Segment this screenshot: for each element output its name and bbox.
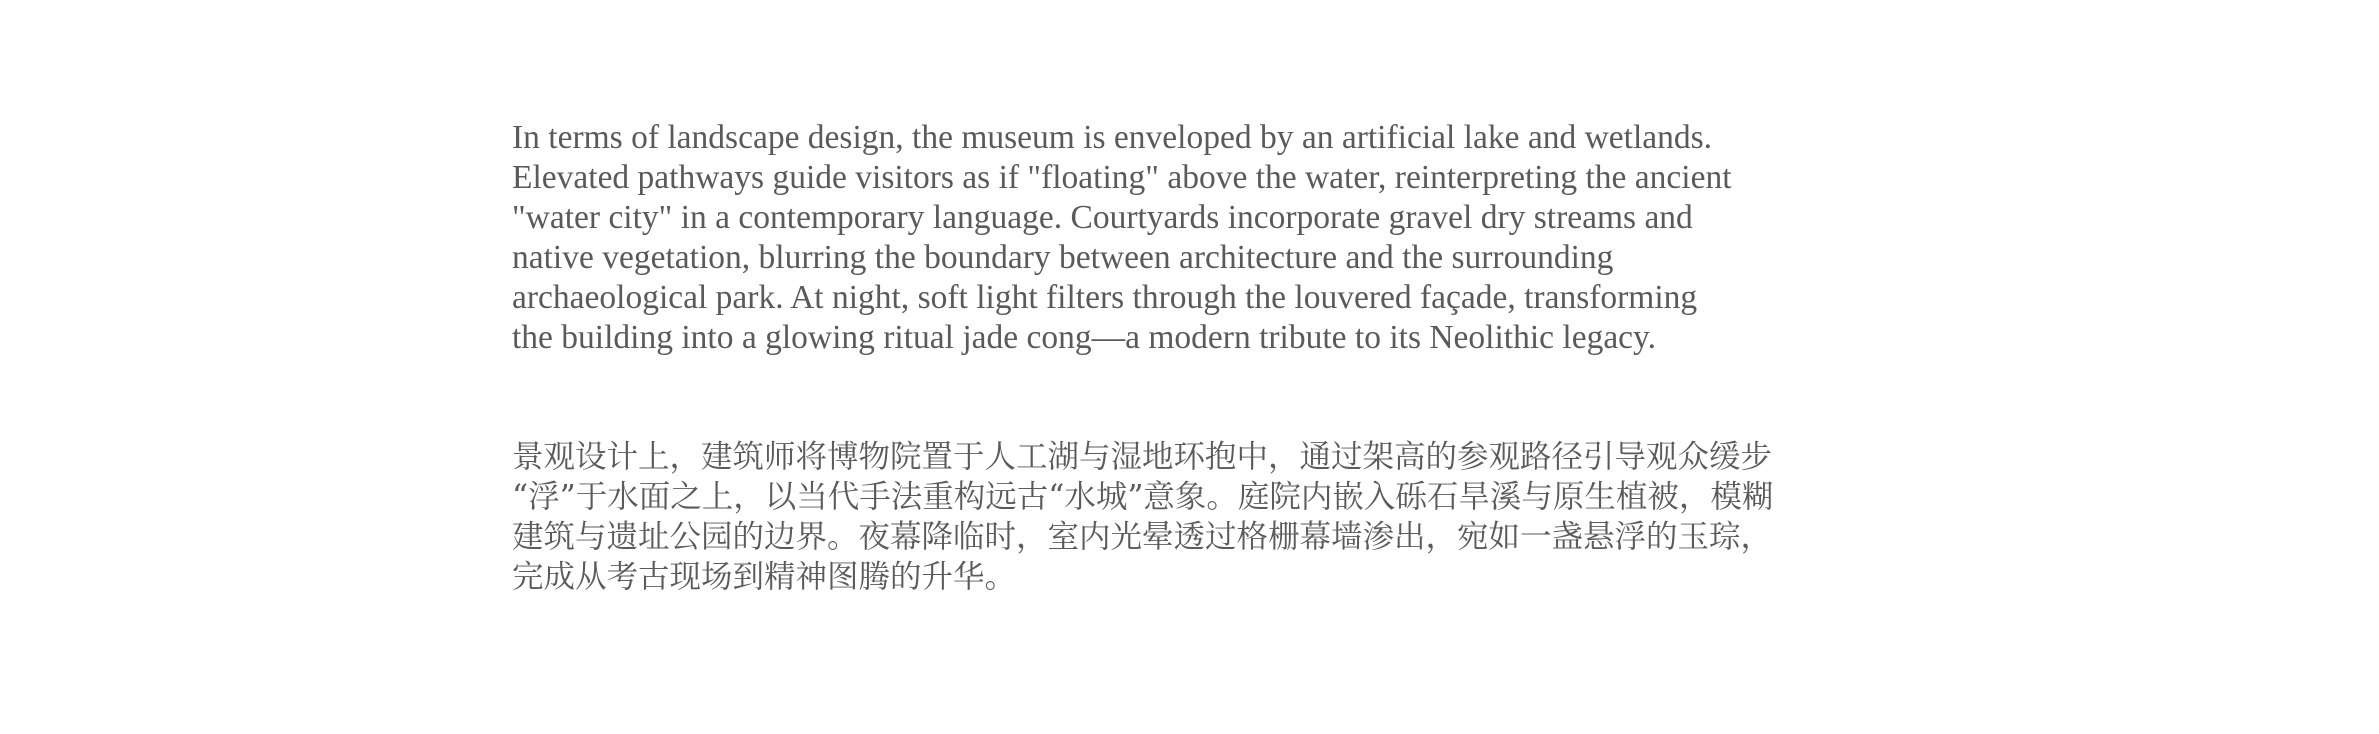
chinese-line: 完成从考古现场到精神图腾的升华。 xyxy=(512,559,1017,595)
chinese-paragraph xyxy=(512,437,1932,597)
english-line: archaeological park. At night, soft light filters through the louvered façade, transforming xyxy=(512,279,1698,316)
chinese-line: 建筑与遗址公园的边界。夜幕降临时，室内光晕透过格栅幕墙渗出，宛如一盏悬浮的玉琮， xyxy=(512,519,1773,555)
english-line: In terms of landscape design, the museum is enveloped by an artificial lake and wetlands. xyxy=(512,119,1713,156)
english-line: the building into a glowing ritual jade cong—a modern tribute to its Neolithic legacy. xyxy=(512,319,1657,356)
chinese-line: 景观设计上，建筑师将博物院置于人工湖与湿地环抱中，通过架高的参观路径引导观众缓步 xyxy=(512,439,1773,475)
english-paragraph xyxy=(512,118,1932,358)
chinese-line: “浮”于水面之上，以当代手法重构远古“水城”意象。庭院内嵌入砾石旱溪与原生植被，模糊 xyxy=(512,479,1774,515)
english-line: native vegetation, blurring the boundary between architecture and the surrounding xyxy=(512,239,1614,276)
english-line: "water city" in a contemporary language. Courtyards incorporate gravel dry streams and xyxy=(512,199,1693,236)
english-line: Elevated pathways guide visitors as if "floating" above the water, reinterpreting the ancient xyxy=(512,159,1732,196)
